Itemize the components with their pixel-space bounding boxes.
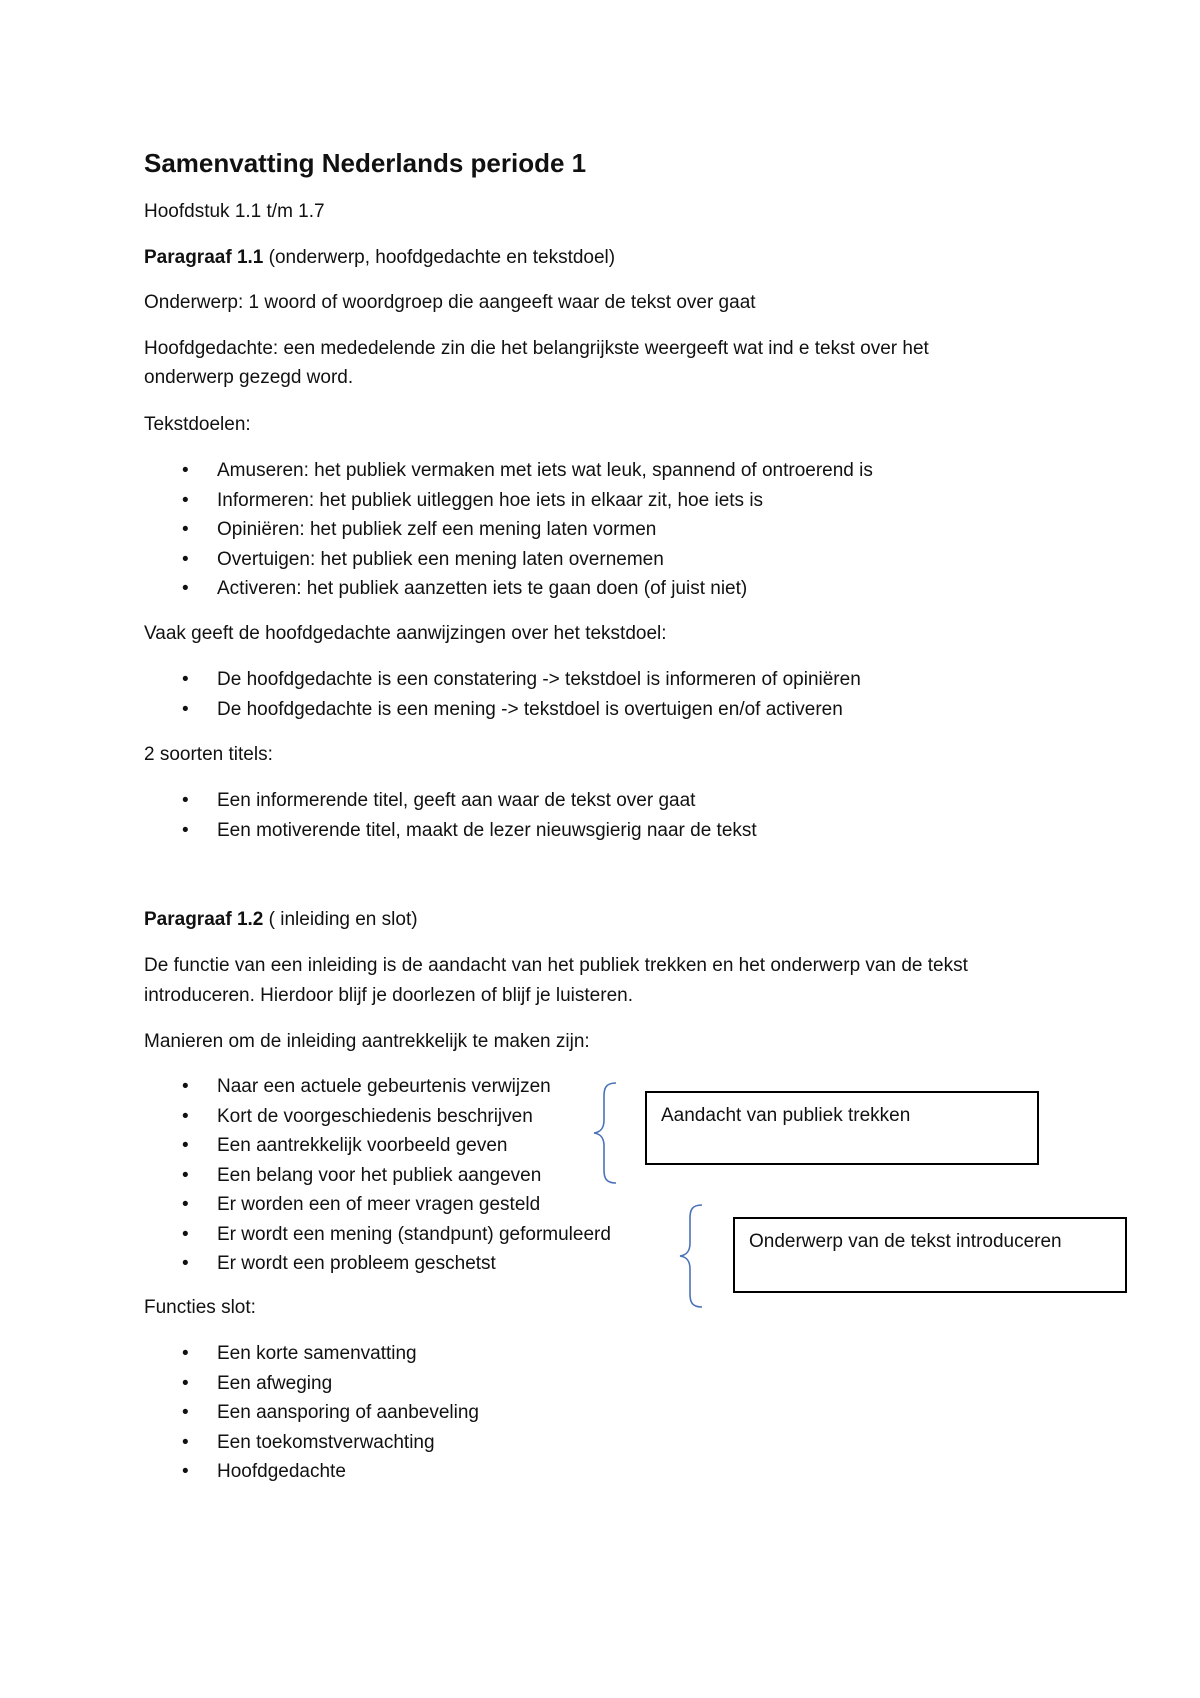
list-item: • Er worden een of meer vragen gesteld [144,1193,611,1223]
annotation-box-2 [733,1217,1127,1293]
section2-heading [144,908,418,932]
functie-line1: De functie van een inleiding is de aandacht van het publiek trekken en het onderwerp van de tekst [144,955,968,976]
section2-heading-bold: Paragraaf 1.2 [144,909,264,930]
list-item: • Naar een actuele gebeurtenis verwijzen [144,1075,611,1105]
section2-heading-rest: ( inleiding en slot) [263,909,418,930]
vaak-label: Vaak geeft de hoofdgedachte aanwijzingen over het tekstdoel: [144,623,667,644]
list-item: • Een afweging [144,1372,479,1402]
list-item: • Een belang voor het publiek aangeven [144,1164,611,1194]
hoofdgedachte-line2: onderwerp gezegd word. [144,367,354,388]
list-item: • Er wordt een mening (standpunt) geformuleerd [144,1223,611,1253]
list-item: • Een informerende titel, geeft aan waar de tekst over gaat [144,789,757,819]
list-item: • Informeren: het publiek uitleggen hoe iets in elkaar zit, hoe iets is [144,489,873,519]
list-item: • De hoofdgedachte is een mening -> tekstdoel is overtuigen en/of activeren [144,698,861,728]
annotation-box-1-text: Aandacht van publiek trekken [661,1105,911,1126]
annotation-box-2-text: Onderwerp van de tekst introduceren [749,1231,1062,1252]
document-title: Samenvatting Nederlands periode 1 [144,148,587,178]
list-item: • Een aantrekkelijk voorbeeld geven [144,1134,611,1164]
list-item: • Er wordt een probleem geschetst [144,1252,611,1282]
list-item: • Activeren: het publiek aanzetten iets te gaan doen (of juist niet) [144,577,873,607]
chapter-line: Hoofdstuk 1.1 t/m 1.7 [144,201,325,222]
tekstdoelen-list [144,459,873,607]
list-item: • Een toekomstverwachting [144,1431,479,1461]
hoofdgedachte-line1: Hoofdgedachte: een mededelende zin die het belangrijkste weergeeft wat ind e tekst over het [144,338,929,359]
list-item: • Een motiverende titel, maakt de lezer nieuwsgierig naar de tekst [144,819,757,849]
list-item: • Hoofdgedachte [144,1460,479,1490]
section1-heading-bold: Paragraaf 1.1 [144,247,264,268]
section1-heading-rest: (onderwerp, hoofdgedachte en tekstdoel) [263,247,616,268]
functie-line2: introduceren. Hierdoor blijf je doorlezen of blijf je luisteren. [144,985,633,1006]
list-item: • Een korte samenvatting [144,1342,479,1372]
list-item: • Kort de voorgeschiedenis beschrijven [144,1105,611,1135]
brace-1 [592,1082,622,1184]
list-item: • Amuseren: het publiek vermaken met iets wat leuk, spannend of ontroerend is [144,459,873,489]
list-item: • Overtuigen: het publiek een mening laten overnemen [144,548,873,578]
titels-label: 2 soorten titels: [144,744,273,765]
list-item: • Een aansporing of aanbeveling [144,1401,479,1431]
slot-label: Functies slot: [144,1297,256,1318]
manieren-list [144,1075,611,1282]
vaak-list [144,668,861,727]
annotation-box-1 [645,1091,1039,1165]
slot-list [144,1342,479,1490]
tekstdoelen-label: Tekstdoelen: [144,414,251,435]
list-item: • De hoofdgedachte is een constatering -> tekstdoel is informeren of opiniëren [144,668,861,698]
brace-2 [678,1204,708,1308]
list-item: • Opiniëren: het publiek zelf een mening laten vormen [144,518,873,548]
manieren-label: Manieren om de inleiding aantrekkelijk te maken zijn: [144,1031,590,1052]
section1-heading [144,246,615,270]
titels-list [144,789,757,848]
onderwerp-definition: Onderwerp: 1 woord of woordgroep die aangeeft waar de tekst over gaat [144,292,756,313]
